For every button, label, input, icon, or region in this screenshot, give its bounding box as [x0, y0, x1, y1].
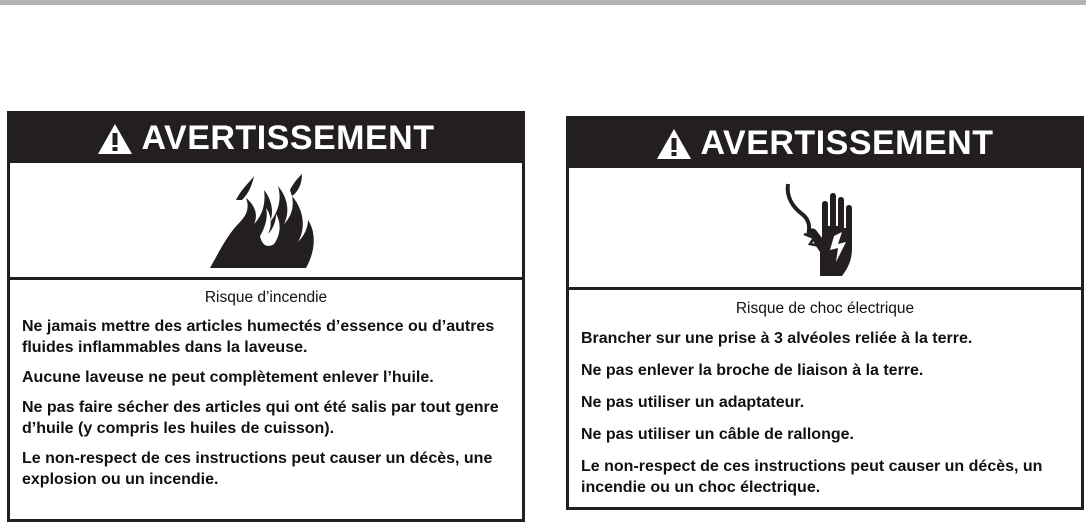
fire-pictogram — [10, 163, 522, 280]
electric-warning-item: Brancher sur une prise à 3 alvéoles reliée à la terre. — [581, 330, 973, 347]
warning-triangle-icon — [97, 123, 133, 155]
electric-warning-header — [569, 119, 1081, 168]
fire-warning-item: Ne jamais mettre des articles humectés d’essence ou d’autres fluides inflammables dans la laveuse. — [22, 318, 495, 356]
electric-warning-item: Ne pas utiliser un adaptateur. — [581, 394, 805, 411]
fire-warning-item: Aucune laveuse ne peut complètement enlever l’huile. — [22, 369, 434, 386]
electric-warning-item: Le non-respect de ces instructions peut causer un décès, un incendie ou un choc électrique. — [581, 458, 1043, 496]
electric-warning-header-text: AVERTISSEMENT — [700, 124, 994, 162]
fire-warning-header — [10, 114, 522, 163]
fire-warning-panel — [7, 111, 525, 522]
warning-triangle-icon — [656, 128, 692, 160]
fire-risk-title: Risque d’incendie — [204, 289, 328, 306]
electric-shock-icon — [780, 178, 870, 278]
fire-icon — [206, 170, 326, 270]
top-divider — [0, 0, 1086, 5]
fire-warning-header-text: AVERTISSEMENT — [141, 119, 435, 157]
fire-warning-item: Ne pas faire sécher des articles qui ont été salis par tout genre d’huile (y compris les huiles de cuisson). — [22, 399, 499, 437]
electric-pictogram — [569, 168, 1081, 290]
electric-warning-panel — [566, 116, 1084, 510]
fire-warning-item: Le non-respect de ces instructions peut causer un décès, une explosion ou un incendie. — [22, 450, 493, 488]
electric-warning-item: Ne pas enlever la broche de liaison à la terre. — [581, 362, 924, 379]
electric-risk-title: Risque de choc électrique — [735, 300, 915, 317]
electric-warning-item: Ne pas utiliser un câble de rallonge. — [581, 426, 854, 443]
